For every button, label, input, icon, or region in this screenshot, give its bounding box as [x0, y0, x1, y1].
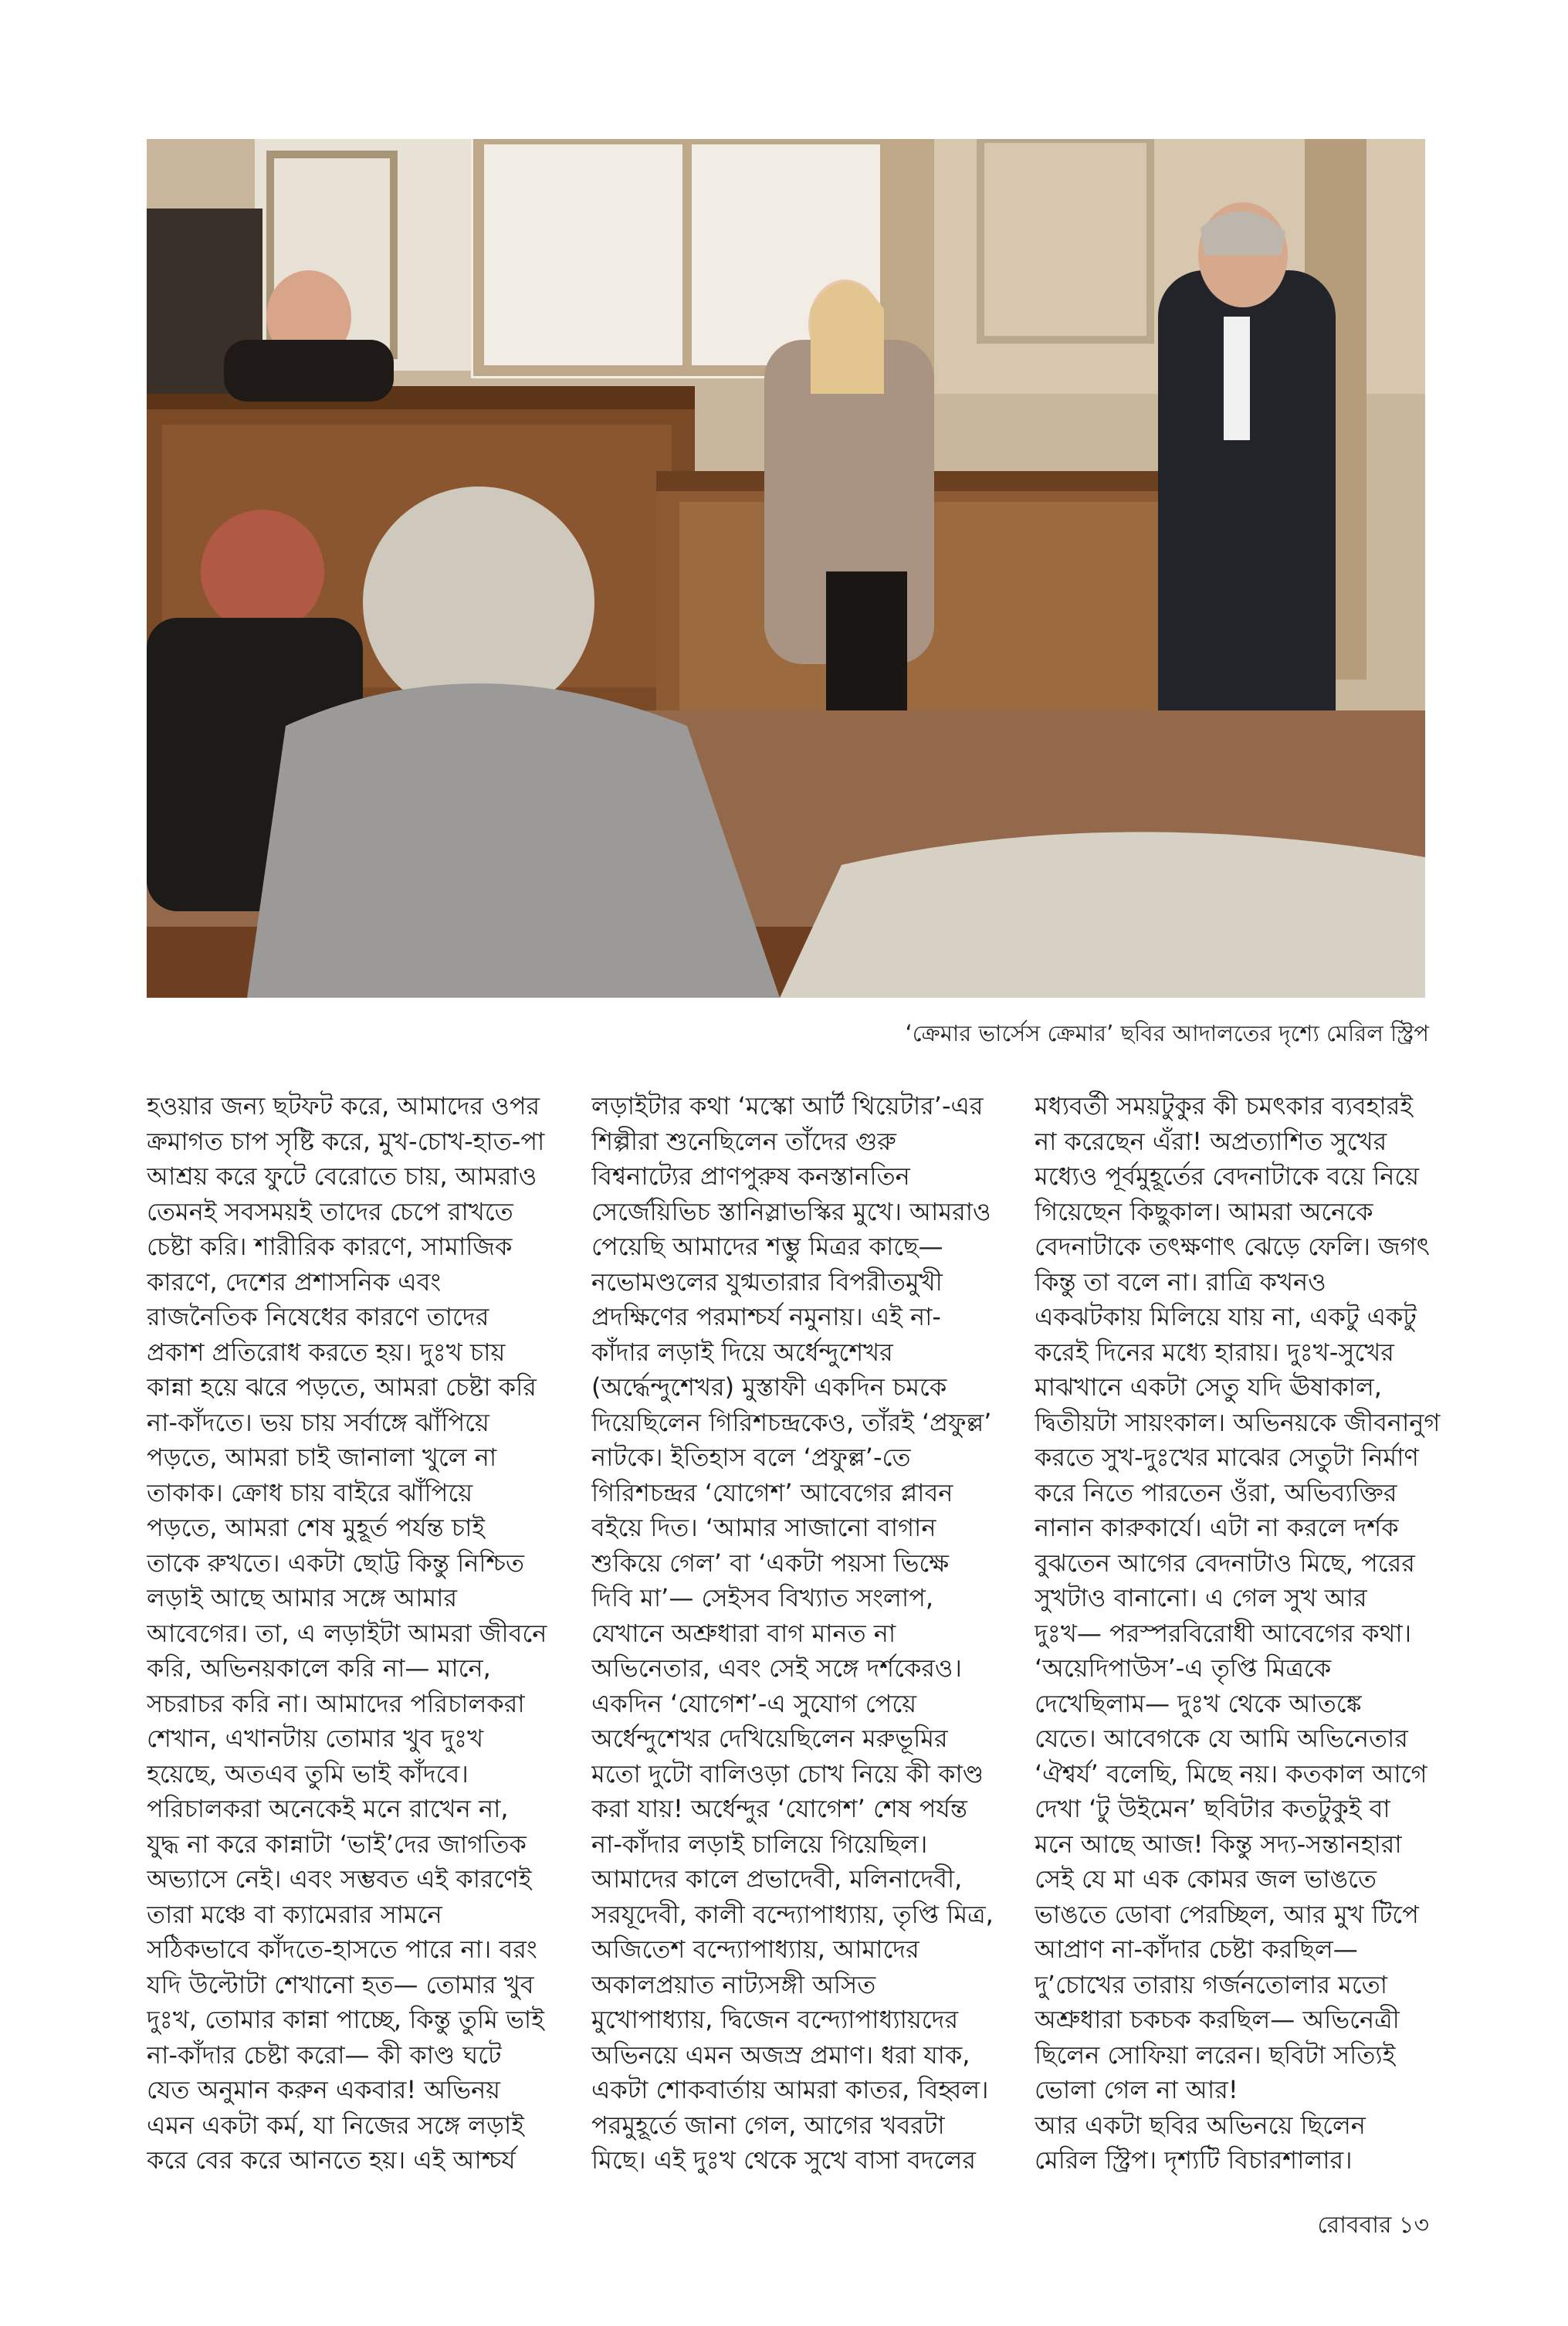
text-line: হয়েছে, অতএব তুমি ভাই কাঁদবে।: [147, 1758, 469, 1789]
text-line: ‘ঐশ্বর্য’ বলেছি, মিছে নয়। কতকাল আগে: [1035, 1758, 1427, 1789]
text-line: বিশ্বনাট্যের প্রাণপুরুষ কনস্তানতিন: [591, 1161, 910, 1191]
text-line: নভোমণ্ডলের যুগ্মতারার বিপরীতমুখী: [591, 1266, 943, 1297]
text-line: আপ্রাণ না-কাঁদার চেষ্টা করছিল—: [1035, 1934, 1358, 1964]
text-line: করতে সুখ-দুঃখের মাঝের সেতুটা নির্মাণ: [1035, 1443, 1419, 1472]
text-line: তারা মঞ্চে বা ক্যামেরার সামনে: [147, 1899, 442, 1929]
text-line: যেখানে অশ্রুধারা বাগ মানত না: [591, 1618, 896, 1648]
text-line: কান্না হয়ে ঝরে পড়তে, আমরা চেষ্টা করি: [147, 1372, 537, 1402]
text-line: অর্ধেন্দুশেখর দেখিয়েছিলেন মরুভূমির: [591, 1724, 948, 1753]
text-line: গিয়েছেন কিছুকাল। আমরা অনেকে: [1035, 1196, 1373, 1226]
text-line: রাজনৈতিক নিষেধের কারণে তাদের: [147, 1302, 489, 1331]
text-line: পরিচালকরা অনেকেই মনে রাখেন না,: [147, 1794, 509, 1823]
text-line: না-কাঁদতে। ভয় চায় সর্বাঙ্গে ঝাঁপিয়ে: [147, 1407, 489, 1437]
text-line: বুঝতেন আগের বেদনাটাও মিছে, পরের: [1035, 1548, 1415, 1578]
text-line: করি, অভিনয়কালে করি না— মানে,: [147, 1653, 491, 1683]
text-line: দুঃখ, তোমার কান্না পাচ্ছে, কিন্তু তুমি ভাই: [147, 2005, 544, 2034]
text-line: অশ্রুধারা চকচক করছিল— অভিনেত্রী: [1035, 2005, 1400, 2034]
text-line: বইয়ে দিত। ‘আমার সাজানো বাগান: [591, 1513, 936, 1542]
text-line: আবেগের। তা, এ লড়াইটা আমরা জীবনে: [147, 1618, 547, 1648]
text-line: ক্রমাগত চাপ সৃষ্টি করে, মুখ-চোখ-হাত-পা: [147, 1126, 545, 1156]
courtroom-photo: [147, 139, 1425, 998]
text-line: শেখান, এখানটায় তোমার খুব দুঃখ: [147, 1724, 484, 1753]
text-line: মধ্যবর্তী সময়টুকুর কী চমৎকার ব্যবহারই: [1035, 1091, 1414, 1121]
text-line: আমাদের কালে প্রভাদেবী, মলিনাদেবী,: [591, 1864, 963, 1894]
text-line: নানান কারুকার্যে। এটা না করলে দর্শক: [1035, 1513, 1399, 1542]
text-line: না করেছেন এঁরা! অপ্রত্যাশিত সুখের: [1035, 1126, 1387, 1156]
text-line: সঠিকভাবে কাঁদতে-হাসতে পারে না। বরং: [147, 1934, 537, 1964]
text-line: কাঁদার লড়াই দিয়ে অর্ধেন্দুশেখর: [591, 1337, 893, 1367]
text-line: ‘অয়েদিপাউস’-এ তৃপ্তি মিত্রকে: [1035, 1653, 1332, 1683]
text-line: দুঃখ— পরস্পরবিরোধী আবেগের কথা।: [1035, 1618, 1412, 1648]
text-line: গিরিশচন্দ্রর ‘যোগেশ’ আবেগের প্লাবন: [591, 1477, 953, 1507]
text-line: দ্বিতীয়টা সায়ংকাল। অভিনয়কে জীবনানুগ: [1035, 1407, 1441, 1437]
text-line: পরমুহূর্তে জানা গেল, আগের খবরটা: [591, 2110, 945, 2140]
text-line: এমন একটা কর্ম, যা নিজের সঙ্গে লড়াই: [147, 2110, 524, 2140]
text-line: আর একটা ছবির অভিনয়ে ছিলেন: [1035, 2110, 1366, 2140]
text-line: ছিলেন সোফিয়া লরেন। ছবিটা সত্যিই: [1035, 2039, 1396, 2070]
text-line: অকালপ্রয়াত নাট্যসঙ্গী অসিত: [591, 1969, 876, 1999]
text-line: যুদ্ধ না করে কান্নাটা ‘ভাই’দের জাগতিক: [147, 1829, 527, 1859]
text-line: একদিন ‘যোগেশ’-এ সুযোগ পেয়ে: [591, 1688, 917, 1718]
text-line: পড়তে, আমরা চাই জানালা খুলে না: [147, 1443, 497, 1472]
courtroom-scene-image: [147, 139, 1425, 998]
page-footer-label: রোববার ১৩: [1317, 2212, 1429, 2239]
text-line: তাকাক। ক্রোধ চায় বাইরে ঝাঁপিয়ে: [147, 1477, 473, 1507]
text-line: সের্জেয়িভিচ স্তানিস্লাভস্কির মুখে। আমরাও: [591, 1196, 991, 1226]
text-line: শুকিয়ে গেল’ বা ‘একটা পয়সা ভিক্ষে: [591, 1548, 950, 1578]
text-line: হওয়ার জন্য ছটফট করে, আমাদের ওপর: [147, 1091, 540, 1121]
text-line: একঝটকায় মিলিয়ে যায় না, একটু একটু: [1035, 1302, 1417, 1331]
text-line: তেমনই সবসময়ই তাদের চেপে রাখতে: [147, 1196, 513, 1226]
text-line: মেরিল স্ট্রিপ। দৃশ্যটি বিচারশালার।: [1035, 2145, 1353, 2175]
text-line: প্রকাশ প্রতিরোধ করতে হয়। দুঃখ চায়: [147, 1337, 506, 1367]
text-line: মাঝখানে একটা সেতু যদি ঊষাকাল,: [1035, 1372, 1382, 1402]
text-line: অভিনেতার, এবং সেই সঙ্গে দর্শকেরও।: [591, 1653, 962, 1683]
text-line: অজিতেশ বন্দ্যোপাধ্যায়, আমাদের: [591, 1934, 919, 1964]
text-line: চেষ্টা করি। শারীরিক কারণে, সামাজিক: [147, 1232, 513, 1261]
text-line: অভ্যাসে নেই। এবং সম্ভবত এই কারণেই: [147, 1864, 532, 1894]
text-line: যেতে। আবেগকে যে আমি অভিনেতার: [1035, 1724, 1408, 1753]
text-line: কিন্তু তা বলে না। রাত্রি কখনও: [1035, 1266, 1326, 1297]
text-line: করেই দিনের মধ্যে হারায়। দুঃখ-সুখের: [1035, 1337, 1394, 1367]
photo-caption: ‘ক্রেমার ভার্সেস ক্রেমার’ ছবির আদালতের দৃশ্যে মেরিল স্ট্রিপ: [905, 1020, 1429, 1046]
text-line: যেত অনুমান করুন একবার! অভিনয়: [147, 2075, 501, 2104]
text-line: ভাঙতে ডোবা পেরচ্ছিল, আর মুখ টিপে: [1035, 1899, 1419, 1929]
text-line: সচরাচর করি না। আমাদের পরিচালকরা: [147, 1688, 525, 1718]
text-line: তাকে রুখতে। একটা ছোট্ট কিন্তু নিশ্চিত: [147, 1548, 524, 1578]
text-line: মুখোপাধ্যায়, দ্বিজেন বন্দ্যোপাধ্যায়দের: [591, 2005, 959, 2034]
text-line: দেখা ‘টু উইমেন’ ছবিটার কতটুকুই বা: [1035, 1794, 1390, 1823]
text-line: যদি উল্টোটা শেখানো হত— তোমার খুব: [147, 1969, 534, 1999]
text-line: পেয়েছি আমাদের শম্ভু মিত্রর কাছে—: [591, 1232, 943, 1261]
text-line: অভিনয়ে এমন অজস্র প্রমাণ। ধরা যাক,: [591, 2039, 970, 2070]
text-line: শিল্পীরা শুনেছিলেন তাঁদের গুরু: [591, 1126, 896, 1156]
text-line: দিবি মা’— সেইসব বিখ্যাত সংলাপ,: [591, 1583, 934, 1612]
text-line: মধ্যেও পূর্বমুহূর্তের বেদনাটাকে বয়ে নিয়ে: [1035, 1161, 1420, 1191]
text-line: দেখেছিলাম— দুঃখ থেকে আতঙ্কে: [1035, 1688, 1362, 1718]
text-line: বেদনাটাকে তৎক্ষণাৎ ঝেড়ে ফেলি। জগৎ: [1035, 1232, 1430, 1261]
text-line: করে নিতে পারতেন ওঁরা, অভিব্যক্তির: [1035, 1477, 1397, 1507]
text-line: কারণে, দেশের প্রশাসনিক এবং: [147, 1266, 442, 1297]
text-line: প্রদক্ষিণের পরমাশ্চর্য নমুনায়। এই না-: [591, 1302, 941, 1331]
text-line: না-কাঁদার লড়াই চালিয়ে গিয়েছিল।: [591, 1829, 928, 1859]
text-line: আশ্রয় করে ফুটে বেরোতে চায়, আমরাও: [147, 1161, 537, 1191]
text-line: পড়তে, আমরা শেষ মুহূর্ত পর্যন্ত চাই: [147, 1513, 485, 1542]
text-line: একটা শোকবার্তায় আমরা কাতর, বিহ্বল।: [591, 2075, 989, 2104]
text-line: দিয়েছিলেন গিরিশচন্দ্রকেও, তাঁরই ‘প্রফুল্ল’: [591, 1407, 992, 1437]
text-line: করা যায়! অর্ধেন্দুর ‘যোগেশ’ শেষ পর্যন্ত: [591, 1794, 967, 1823]
text-line: নাটকে। ইতিহাস বলে ‘প্রফুল্ল’-তে: [591, 1443, 911, 1472]
text-line: মিছে। এই দুঃখ থেকে সুখে বাসা বদলের: [591, 2145, 976, 2175]
text-column-1: [147, 1089, 594, 2179]
text-column-2: [591, 1089, 1039, 2179]
text-line: লড়াইটার কথা ‘মস্কো আর্ট থিয়েটার’-এর: [591, 1091, 984, 1121]
text-column-3: [1035, 1089, 1482, 2179]
text-line: লড়াই আছে আমার সঙ্গে আমার: [147, 1583, 458, 1612]
text-line: করে বের করে আনতে হয়। এই আশ্চর্য: [147, 2145, 516, 2175]
text-line: সরযূদেবী, কালী বন্দ্যোপাধ্যায়, তৃপ্তি মিত্র,: [591, 1899, 994, 1929]
text-line: মনে আছে আজ! কিন্তু সদ্য-সন্তানহারা: [1035, 1829, 1402, 1859]
text-line: না-কাঁদার চেষ্টা করো— কী কাণ্ড ঘটে: [147, 2039, 502, 2070]
text-line: সুখটাও বানানো। এ গেল সুখ আর: [1035, 1583, 1367, 1612]
text-line: ভোলা গেল না আর!: [1035, 2075, 1238, 2104]
text-line: দু’চোখের তারায় গর্জনতোলার মতো: [1035, 1969, 1388, 1999]
text-line: (অৰ্দ্ধেন্দুশেখর) মুস্তাফী একদিন চমকে: [591, 1372, 947, 1402]
text-line: মতো দুটো বালিওড়া চোখ নিয়ে কী কাণ্ড: [591, 1758, 984, 1789]
text-line: সেই যে মা এক কোমর জল ভাঙতে: [1035, 1864, 1377, 1894]
